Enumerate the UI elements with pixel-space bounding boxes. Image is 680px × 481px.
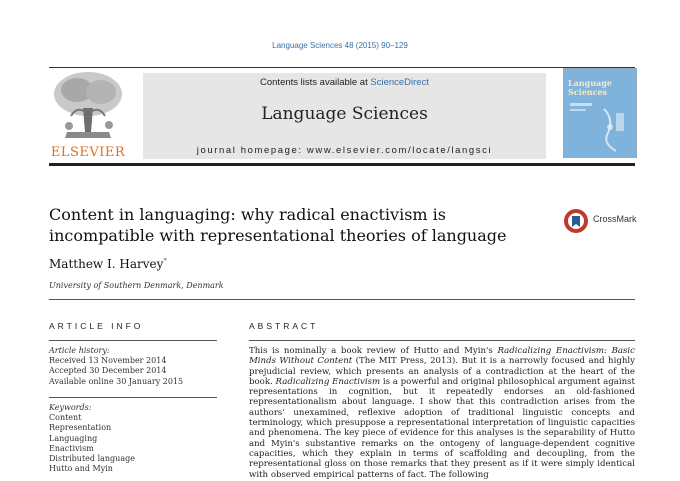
abstract-heading: ABSTRACT [249,321,319,331]
keyword-item: Representation [49,423,112,433]
keywords-label: Keywords: [49,403,92,412]
contents-prefix: Contents lists available at [260,77,371,88]
abstract-part: (The MIT Press, 2013). But it is a narrowly focused and highly prejudicial review, which presents an analysis of a contradiction at the heart of the book. [249,356,635,387]
history-accepted: Accepted 30 December 2014 [49,366,167,376]
sciencedirect-link[interactable]: ScienceDirect [370,77,429,88]
elsevier-tree-icon [49,68,127,146]
history-keywords-rule [49,397,217,398]
journal-cover-thumbnail[interactable] [563,68,637,158]
cover-art-icon [564,69,636,157]
keyword-item: Content [49,413,82,423]
cover-title-line2: Sciences [568,87,608,97]
article-info-heading: ARTICLE INFO [49,321,144,331]
article-info-rule [49,340,217,341]
contents-availability [143,77,546,88]
journal-homepage-link[interactable]: journal homepage: www.elsevier.com/locate/langsci [196,145,493,156]
abstract-rule [249,340,635,341]
history-received: Received 13 November 2014 [49,356,167,366]
cover-title-line1: Language [568,78,612,88]
elsevier-wordmark: ELSEVIER [50,145,126,160]
article-title [49,204,529,246]
keywords-block [49,403,219,474]
article-title-line1: Content in languaging: why radical enactivism is [49,205,446,224]
corresponding-author-marker[interactable]: * [163,257,167,265]
article-history [49,346,219,387]
keyword-item: Languaging [49,433,98,443]
abstract-book-title: Radicalizing Enactivism: Basic Minds Without Content [249,346,635,367]
journal-citation[interactable]: Language Sciences 48 (2015) 90–129 [272,41,408,50]
history-label: Article history: [49,346,110,355]
keyword-item: Enactivism [49,443,94,453]
keyword-item: Distributed language [49,454,135,464]
keyword-item: Hutto and Myin [49,464,113,474]
section-divider [49,299,635,300]
elsevier-logo[interactable] [49,68,127,162]
abstract-part: This is nominally a book review of Hutto and Myin's [249,346,498,356]
abstract-text [249,346,635,479]
crossmark-badge[interactable] [563,208,643,234]
author-name-text: Matthew I. Harvey [49,257,164,271]
journal-title: Language Sciences [261,104,428,124]
crossmark-icon [563,208,589,234]
journal-banner [143,73,546,159]
history-online: Available online 30 January 2015 [49,376,184,386]
crossmark-label: CrossMark [593,214,637,224]
header-bottom-rule [49,163,635,166]
abstract-book-title-short: Radicalizing Enactivism [275,376,381,387]
article-title-line2: incompatible with representational theories of language [49,226,507,245]
author-affiliation: University of Southern Denmark, Denmark [49,281,224,290]
author-name[interactable] [49,257,167,271]
journal-header [49,68,635,162]
abstract-part: is a powerful and original philosophical argument against representations in cognition, but it repeatedly endorses an old-fashioned representationalism about language. I show that this contradiction arises from the authors' unexamined, reflexive adoption of traditional linguistic concepts and terminology, which presuppose a representational interpretation of linguistic capacities and phenomena. The key piece of evidence for this analyses is the separability of Hutto and Myin's substantive remarks on the ontogeny of language-dependent cognitive capacities, which they explain in terms of scaffolding and decoupling, from the representational gloss on those remarks that they present as if it were simply identical with observed empirical patterns of fact. The following [249,376,635,479]
